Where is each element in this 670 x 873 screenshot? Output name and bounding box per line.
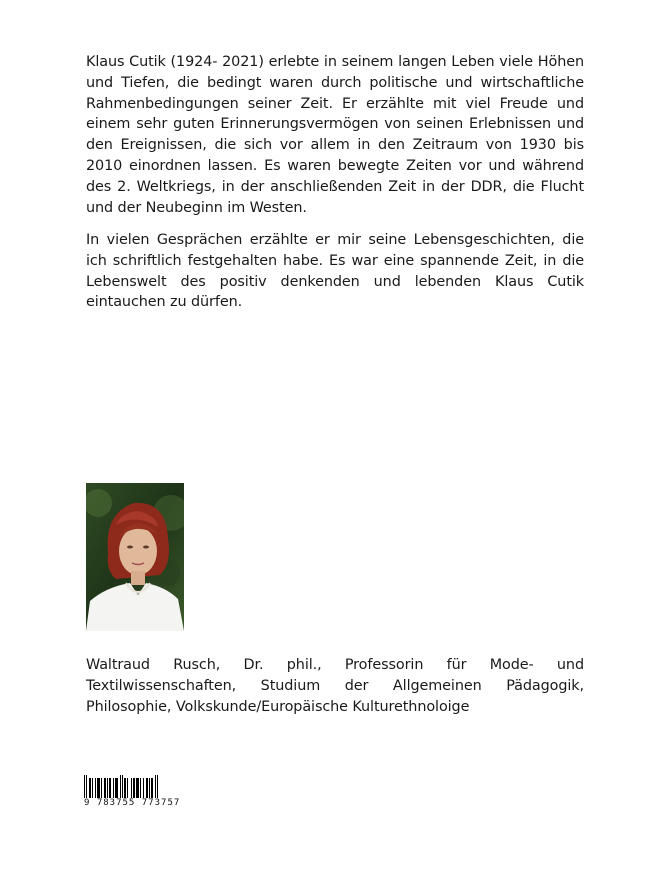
barcode-digits: 9 783755 773757 bbox=[84, 798, 181, 808]
description-paragraph-2: In vielen Gesprächen erzählte er mir seine Lebensgeschichten, die ich schriftlich festgehalten habe. Es war eine spannende Zeit, in die Lebenswelt des positiv denkenden und lebenden Klaus Cutik eintauchen zu dürfen. bbox=[86, 232, 584, 311]
description-paragraph-1: Klaus Cutik (1924- 2021) erlebte in seinem langen Leben viele Höhen und Tiefen, die bedingt waren durch politische und wirtschaftliche Rahmenbedingungen seiner Zeit. Er erzählte mit viel Freude und einem sehr guten Erinnerungsvermögen von seinen Erlebnissen und den Ereignissen, die sich vor allem in den Zeitraum von 1930 bis 2010 einordnen lassen. Es waren bewegte Zeiten vor und während des 2. Weltkriegs, in der anschließenden Zeit in der DDR, die Flucht und der Neubeginn im Westen. bbox=[86, 54, 584, 216]
author-bio: Waltraud Rusch, Dr. phil., Professorin für Mode- und Textilwissenschaften, Studium der Allgemeinen Pädagogik, Philosophie, Volkskunde/Europäische Kulturethnoloige bbox=[86, 657, 584, 715]
isbn-barcode bbox=[84, 778, 184, 808]
barcode-bars bbox=[84, 778, 184, 798]
author-photo bbox=[86, 483, 184, 631]
